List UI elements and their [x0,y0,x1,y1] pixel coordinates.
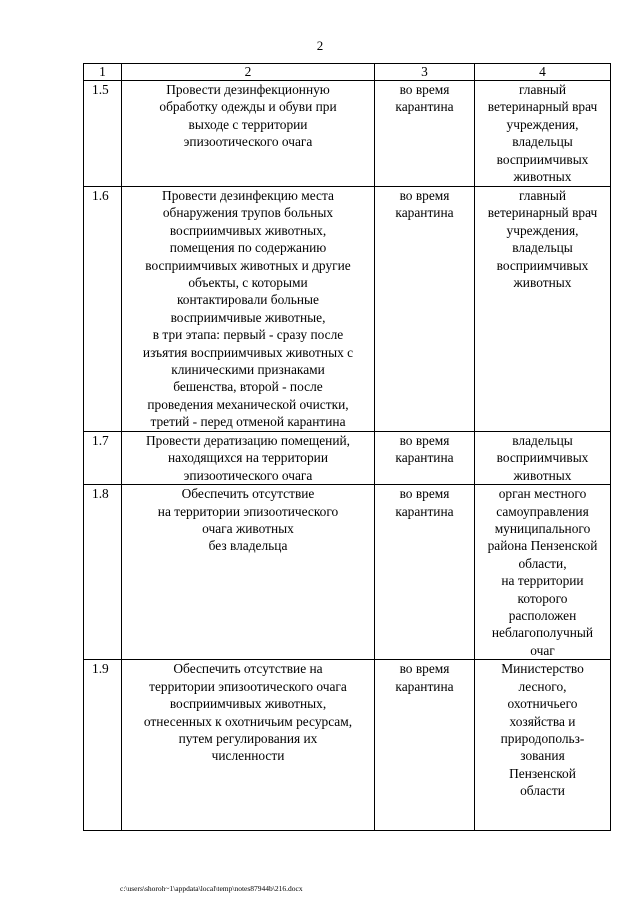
column-header-2: 2 [122,64,375,81]
table-row [84,432,611,485]
row-number: 1.9 [84,660,122,831]
row-action: Провести дератизацию помещений, находящихся на территории эпизоотического очага [122,432,375,485]
row-action: Провести дезинфекцию места обнаружения трупов больных восприимчивых животных, помещения по содержанию восприимчивых животных и другие объекты, с которыми контактировали больные восприимчивые животные, в три этапа: первый - сразу после изъятия восприимчивых животных с клиническими признаками бешенства, второй - после проведения механической очистки, третий - перед отменой карантина [122,187,375,432]
row-term: во время карантина [375,432,475,485]
row-responsible: главный ветеринарный врач учреждения, владельцы восприимчивых животных [475,187,611,432]
column-header-1: 1 [84,64,122,81]
column-header-3: 3 [375,64,475,81]
row-responsible: орган местного самоуправления муниципального района Пензенской области, на территории которого расположен неблагополучный очаг [475,485,611,660]
row-number: 1.8 [84,485,122,660]
column-header-4: 4 [475,64,611,81]
row-action: Обеспечить отсутствие на территории эпизоотического очага животных без владельца [122,485,375,660]
row-responsible: владельцы восприимчивых животных [475,432,611,485]
file-path-footer: c:\users\shoroh~1\appdata\local\temp\notes87944b\216.docx [120,884,303,893]
measures-table [83,63,611,831]
page-number: 2 [316,38,324,53]
row-term: во время карантина [375,187,475,432]
row-term: во время карантина [375,660,475,831]
row-action: Обеспечить отсутствие на территории эпизоотического очага восприимчивых животных, отнесенных к охотничьим ресурсам, путем регулирования их численности [122,660,375,831]
row-number: 1.6 [84,187,122,432]
row-action: Провести дезинфекционную обработку одежды и обуви при выходе с территории эпизоотического очага [122,81,375,187]
row-responsible: главный ветеринарный врач учреждения, владельцы восприимчивых животных [475,81,611,187]
table-row [84,187,611,432]
table-row [84,81,611,187]
row-term: во время карантина [375,81,475,187]
row-responsible: Министерство лесного, охотничьего хозяйства и природопольз- зования Пензенской области [475,660,611,831]
table-row [84,485,611,660]
row-number: 1.5 [84,81,122,187]
table-row [84,660,611,831]
row-number: 1.7 [84,432,122,485]
row-term: во время карантина [375,485,475,660]
table-header-row [84,64,611,81]
